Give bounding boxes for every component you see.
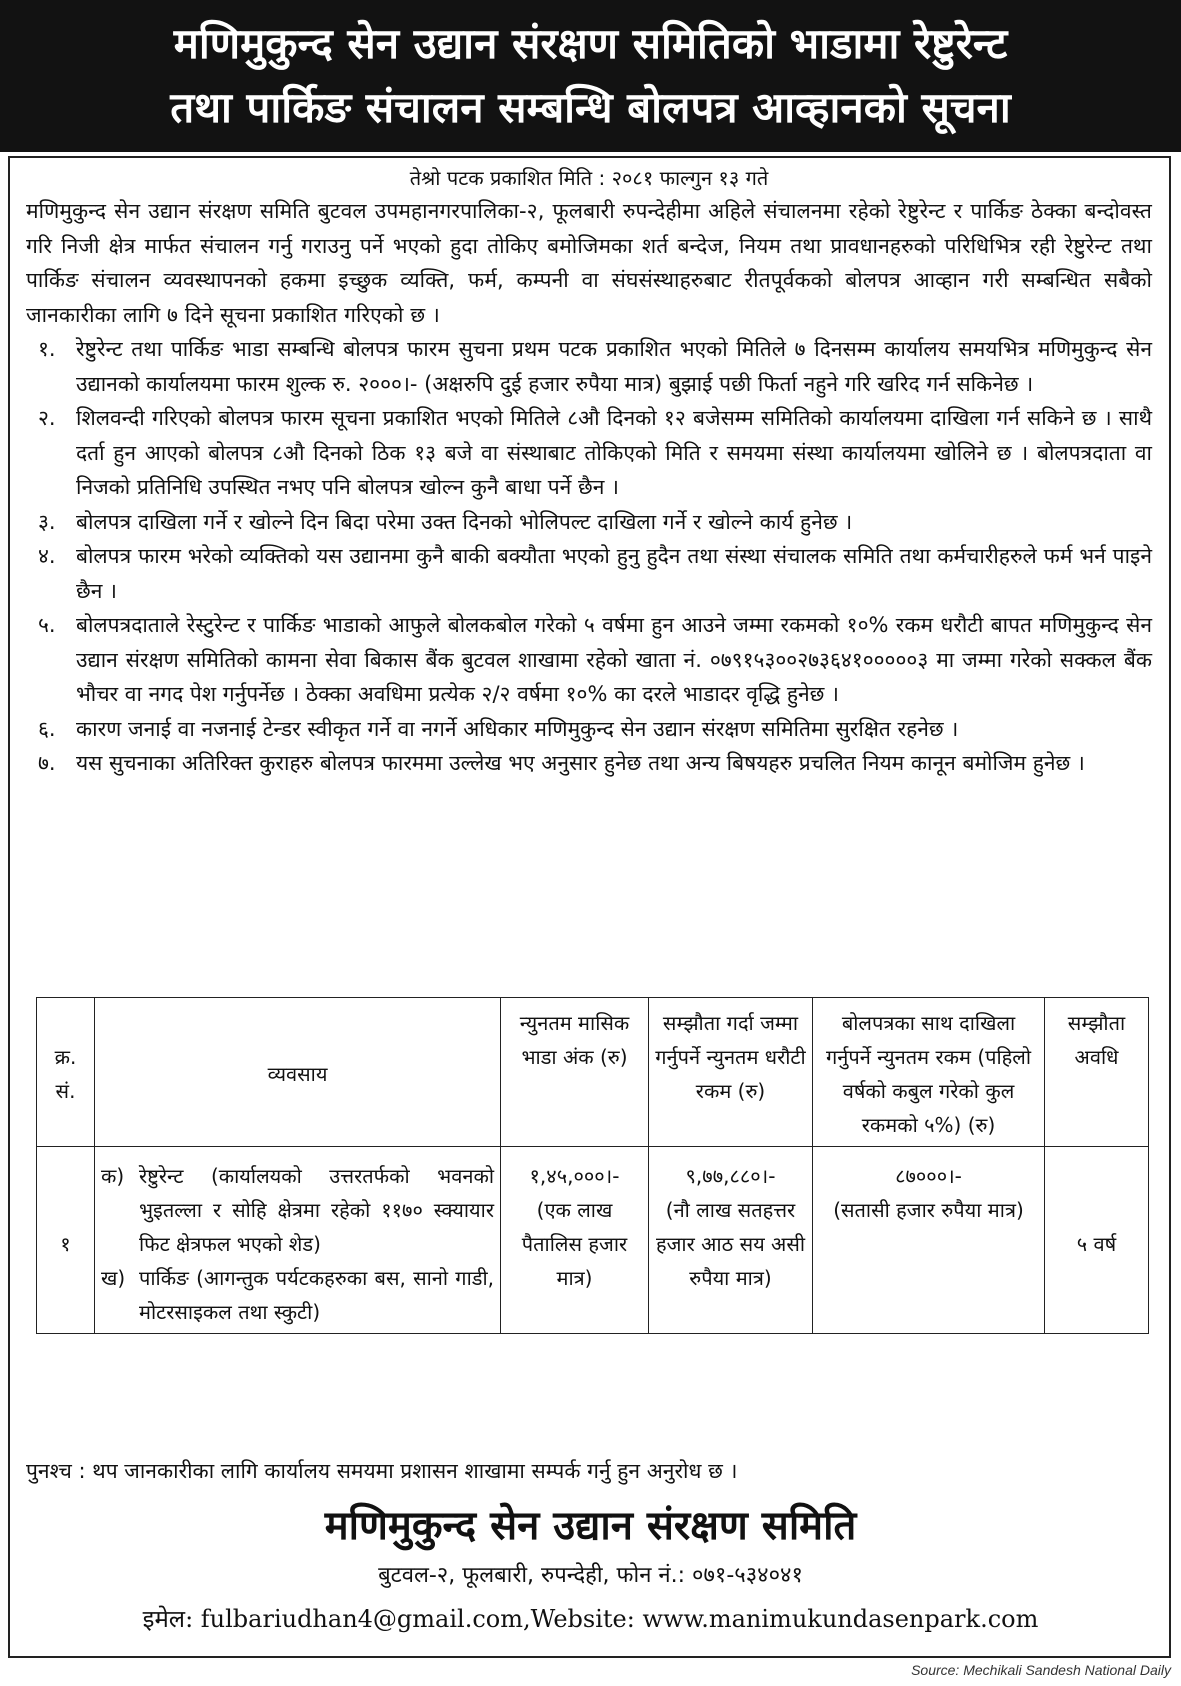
header-duration: सम्झौता अवधि [1045, 998, 1149, 1147]
business-text: रेष्टुरेन्ट (कार्यालयको उत्तरतर्फको भवनको भुइतल्ला र सोहि क्षेत्रमा रहेको ११७० स्क्यायार फिट क्षेत्रफल भएको शेड) [139, 1164, 494, 1256]
header-deposit: सम्झौता गर्दा जम्मा गर्नुपर्ने न्युनतम धरौटी रकम (रु) [649, 998, 813, 1147]
postscript: पुनश्च : थप जानकारीका लागि कार्यालय समयमा प्रशासन शाखामा सम्पर्क गर्नु हुन अनुरोध छ । [26, 1459, 738, 1483]
table-header-row [37, 998, 1149, 1147]
item-number: ६. [38, 716, 56, 741]
list-item [26, 712, 1152, 747]
list-item [26, 539, 1152, 608]
title-line-1: मणिमुकुन्द सेन उद्यान संरक्षण समितिको भाडामा रेष्टुरेन्ट [173, 19, 1008, 68]
cell-monthly-rent [501, 1147, 649, 1334]
cell-deposit [649, 1147, 813, 1334]
cell-business [95, 1147, 501, 1334]
deposit-amount: ९,७७,८८०।- [685, 1164, 776, 1188]
header-business: व्यवसाय [95, 998, 501, 1147]
item-text: बोलपत्रदाताले रेस्टुरेन्ट र पार्किङ भाडाको आफुले बोलकबोल गरेको ५ वर्षमा हुन आउने जम्मा रकमको १०% रकम धरौटी बापत मणिमुकुन्द सेन उद्यान संरक्षण समितिको कामना सेवा बिकास बैंक बुटवल शाखामा रहेको खाता नं. ०७९१५३००२७३६४१०००००३ मा जम्मा गरेको सक्कल बैंक भौचर वा नगद पेश गर्नुपर्नेछ । ठेक्का अवधिमा प्रत्येक २/२ वर्षमा १०% का दरले भाडादर वृद्धि हुनेछ । [76, 613, 1152, 706]
title-line-2: तथा पार्किङ संचालन सम्बन्धि बोलपत्र आव्हानको सूचना [170, 83, 1011, 132]
list-item [26, 332, 1152, 401]
organization-address: बुटवल-२, फूलबारी, रुपन्देही, फोन नं.: ०७१-५३४०४१ [378, 1563, 803, 1588]
item-number: ७. [38, 751, 56, 775]
publish-date: तेश्रो पटक प्रकाशित मिति : २०८१ फाल्गुन १३ गते [409, 166, 769, 190]
business-mark: ख) [101, 1266, 126, 1290]
list-item [26, 746, 1152, 781]
organization-contact: इमेल: fulbariudhan4@gmail.com,Website: www.manimukundasenpark.com [142, 1605, 1039, 1633]
bid-amount-words: (सतासी हजार रुपैया मात्र) [833, 1198, 1024, 1222]
cell-bid-amount [813, 1147, 1045, 1334]
item-text: बोलपत्र दाखिला गर्ने र खोल्ने दिन बिदा परेमा उक्त दिनको भोलिपल्ट दाखिला गर्ने र खोल्ने कार्य हुनेछ । [76, 509, 853, 534]
monthly-rent-amount: १,४५,०००।- [529, 1164, 620, 1188]
header-serial: क्र. सं. [37, 998, 95, 1147]
item-text: कारण जनाई वा नजनाई टेन्डर स्वीकृत गर्ने वा नगर्ने अधिकार मणिमुकुन्द सेन उद्यान संरक्षण समितिमा सुरक्षित रहनेछ । [76, 716, 959, 741]
tender-table [36, 997, 1149, 1334]
business-text: पार्किङ (आगन्तुक पर्यटकहरुका बस, सानो गाडी, मोटरसाइकल तथा स्कुटी) [139, 1266, 494, 1324]
organization-name: मणिमुकुन्द सेन उद्यान संरक्षण समिति [324, 1503, 857, 1549]
item-number: ५. [38, 613, 56, 637]
business-item-parking [101, 1261, 494, 1329]
bid-amount: ८७०००।- [895, 1164, 962, 1188]
item-text: बोलपत्र फारम भरेको व्यक्तिको यस उद्यानमा कुनै बाकी बक्यौता भएको हुनु हुदैन तथा संस्था संचालक समिति तथा कर्मचारीहरुले फर्म भर्न पाइने छैन । [76, 544, 1152, 603]
intro-paragraph: मणिमुकुन्द सेन उद्यान संरक्षण समिति बुटवल उपमहानगरपालिका-२, फूलबारी रुपन्देहीमा अहिले संचालनमा रहेको रेष्टुरेन्ट र पार्किङ ठेक्का बन्दोवस्त गरि निजी क्षेत्र मार्फत संचालन गर्नु गराउनु पर्ने भएको हुदा तोकिए बमोजिमका शर्त बन्देज, नियम तथा प्रावधानहरुको परिधिभित्र रही रेष्टुरेन्ट तथा पार्किङ संचालन व्यवस्थापनको हकमा इच्छुक व्यक्ति, फर्म, कम्पनी वा संघसंस्थाहरुबाट रीतपूर्वकको बोलपत्र आव्हान गरी सम्बन्धित सबैको जानकारीका लागि ७ दिने सूचना प्रकाशित गरिएको छ । [26, 199, 1152, 327]
business-mark: क) [101, 1164, 125, 1188]
business-item-restaurant [101, 1159, 494, 1261]
list-item [26, 505, 1152, 540]
item-number: २. [38, 406, 56, 430]
deposit-words: (नौ लाख सतहत्तर हजार आठ सय असी रुपैया मात्र) [655, 1198, 806, 1290]
item-number: १. [38, 337, 56, 361]
item-number: ३. [38, 509, 56, 534]
header-monthly-rent: न्युनतम मासिक भाडा अंक (रु) [501, 998, 649, 1147]
header-bid-amount: बोलपत्रका साथ दाखिला गर्नुपर्ने न्युनतम रकम (पहिलो वर्षको कबुल गरेको कुल रकमको ५%) (रु) [813, 998, 1045, 1147]
source-credit: Source: Mechikali Sandesh National Daily [911, 1662, 1171, 1678]
list-item [26, 401, 1152, 505]
monthly-rent-words: (एक लाख पैतालिस हजार मात्र) [521, 1198, 628, 1290]
cell-serial: १ [37, 1147, 95, 1334]
item-text: शिलवन्दी गरिएको बोलपत्र फारम सूचना प्रकाशित भएको मितिले ८औ दिनको १२ बजेसम्म समितिको कार्यालयमा दाखिला गर्न सकिने छ । साथै दर्ता हुन आएको बोलपत्र ८औ दिनको ठिक १३ बजे वा संस्थाबाट तोकिएको मिति र समयमा संस्था कार्यालयमा खोलिने छ । बोलपत्रदाता वा निजको प्रतिनिधि उपस्थित नभए पनि बोलपत्र खोल्न कुनै बाधा पर्ने छैन । [76, 406, 1152, 499]
cell-duration: ५ वर्ष [1045, 1147, 1149, 1334]
item-number: ४. [38, 544, 56, 568]
list-item [26, 608, 1152, 712]
table-row [37, 1147, 1149, 1334]
item-text: यस सुचनाका अतिरिक्त कुराहरु बोलपत्र फारममा उल्लेख भए अनुसार हुनेछ तथा अन्य बिषयहरु प्रचलित नियम कानून बमोजिम हुनेछ । [76, 751, 1085, 775]
title-banner [0, 0, 1181, 152]
notice-body [26, 162, 1152, 781]
item-text: रेष्टुरेन्ट तथा पार्किङ भाडा सम्बन्धि बोलपत्र फारम सुचना प्रथम पटक प्रकाशित भएको मितिले ७ दिनसम्म कार्यालय समयभित्र मणिमुकुन्द सेन उद्यानको कार्यालयमा फारम शुल्क रु. २०००।- (अक्षरुपि दुई हजार रुपैया मात्र) बुझाई पछी फिर्ता नहुने गरि खरिद गर्न सकिनेछ । [76, 337, 1152, 396]
